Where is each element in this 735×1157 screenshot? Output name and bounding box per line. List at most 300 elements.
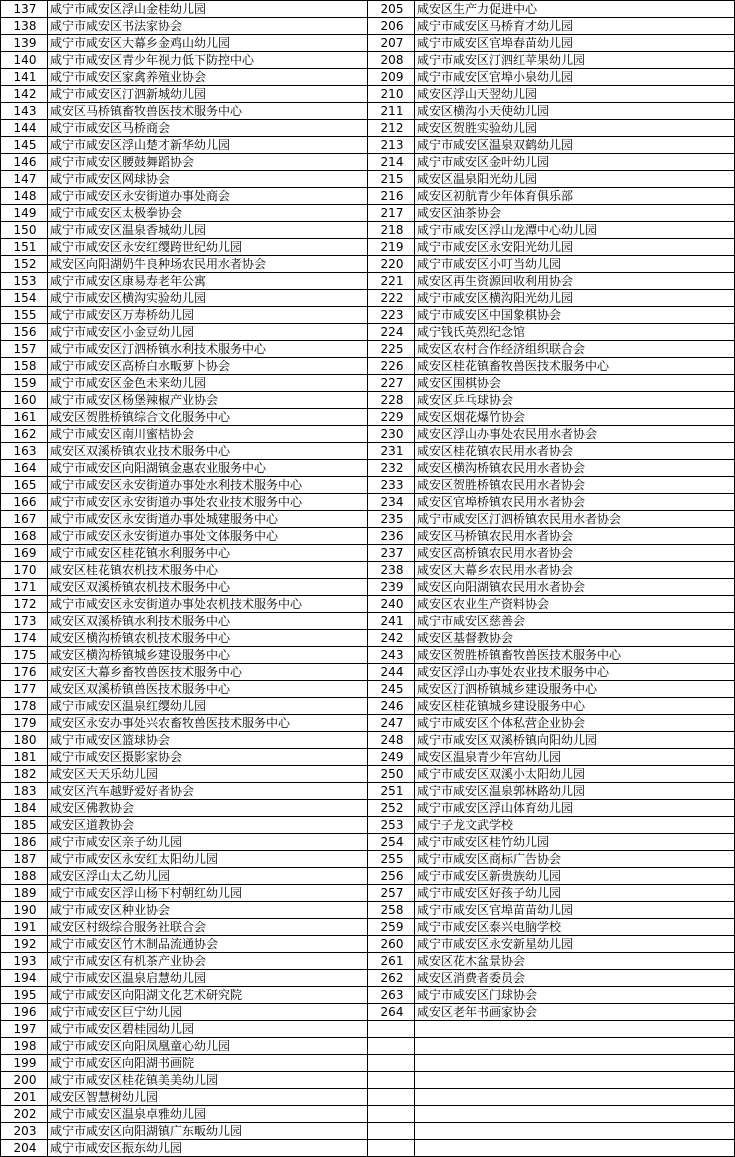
right-organization-name: 咸宁市咸安区桂竹幼儿园 xyxy=(415,834,735,851)
table-row xyxy=(1,817,735,834)
left-organization-name: 咸安区双溪桥镇农机技术服务中心 xyxy=(48,579,368,596)
table-row xyxy=(1,1021,735,1038)
right-organization-name: 咸宁市咸安区双溪小太阳幼儿园 xyxy=(415,766,735,783)
table-row xyxy=(1,953,735,970)
table-row xyxy=(1,596,735,613)
right-organization-name: 咸安区温泉青少年宫幼儿园 xyxy=(415,749,735,766)
right-organization-name: 咸宁市咸安区温泉郭林路幼儿园 xyxy=(415,783,735,800)
right-organization-name xyxy=(415,1021,735,1038)
table-row xyxy=(1,732,735,749)
left-organization-name: 咸宁市咸安区永安街道办事处水利技术服务中心 xyxy=(48,477,368,494)
left-organization-name: 咸宁市咸安区向阳湖书画院 xyxy=(48,1055,368,1072)
table-row xyxy=(1,1106,735,1123)
left-organization-name: 咸宁市咸安区小金豆幼儿园 xyxy=(48,324,368,341)
left-row-number: 141 xyxy=(1,69,48,86)
right-row-number: 212 xyxy=(368,120,415,137)
left-organization-name: 咸宁市咸安区家禽养殖业协会 xyxy=(48,69,368,86)
right-organization-name: 咸安区花木盆景协会 xyxy=(415,953,735,970)
right-row-number xyxy=(368,1089,415,1106)
right-organization-name: 咸宁市咸安区泰兴电脑学校 xyxy=(415,919,735,936)
left-organization-name: 咸宁市咸安区康易寿老年公寓 xyxy=(48,273,368,290)
table-row xyxy=(1,545,735,562)
right-row-number: 224 xyxy=(368,324,415,341)
table-row xyxy=(1,528,735,545)
right-row-number: 219 xyxy=(368,239,415,256)
left-organization-name: 咸安区双溪桥镇水利技术服务中心 xyxy=(48,613,368,630)
right-row-number: 235 xyxy=(368,511,415,528)
right-row-number xyxy=(368,1123,415,1140)
left-row-number: 169 xyxy=(1,545,48,562)
right-organization-name: 咸宁市咸安区好孩子幼儿园 xyxy=(415,885,735,902)
table-row xyxy=(1,103,735,120)
left-organization-name: 咸安区横沟桥镇城乡建设服务中心 xyxy=(48,647,368,664)
right-organization-name: 咸安区马桥镇农民用水者协会 xyxy=(415,528,735,545)
right-row-number: 220 xyxy=(368,256,415,273)
table-row xyxy=(1,647,735,664)
right-organization-name xyxy=(415,1123,735,1140)
right-organization-name: 咸宁市咸安区永安新星幼儿园 xyxy=(415,936,735,953)
right-row-number: 237 xyxy=(368,545,415,562)
right-organization-name: 咸安区贺胜实验幼儿园 xyxy=(415,120,735,137)
right-row-number: 241 xyxy=(368,613,415,630)
left-row-number: 143 xyxy=(1,103,48,120)
left-row-number: 153 xyxy=(1,273,48,290)
right-row-number: 258 xyxy=(368,902,415,919)
left-row-number: 190 xyxy=(1,902,48,919)
right-organization-name: 咸安区油茶协会 xyxy=(415,205,735,222)
left-row-number: 192 xyxy=(1,936,48,953)
right-organization-name: 咸安区浮山办事处农业技术服务中心 xyxy=(415,664,735,681)
right-row-number: 245 xyxy=(368,681,415,698)
table-row xyxy=(1,426,735,443)
right-row-number: 216 xyxy=(368,188,415,205)
left-organization-name: 咸宁市咸安区浮山金桂幼儿园 xyxy=(48,1,368,18)
left-organization-name: 咸宁市咸安区桂花镇美美幼儿园 xyxy=(48,1072,368,1089)
left-organization-name: 咸宁市咸安区桂花镇水利服务中心 xyxy=(48,545,368,562)
right-organization-name: 咸安区高桥镇农民用水者协会 xyxy=(415,545,735,562)
table-row xyxy=(1,579,735,596)
left-organization-name: 咸宁市咸安区南川蜜桔协会 xyxy=(48,426,368,443)
left-organization-name: 咸宁市咸安区太极拳协会 xyxy=(48,205,368,222)
right-organization-name: 咸安区浮山天翌幼儿园 xyxy=(415,86,735,103)
table-row xyxy=(1,120,735,137)
left-organization-name: 咸安区道教协会 xyxy=(48,817,368,834)
table-row xyxy=(1,987,735,1004)
right-row-number: 240 xyxy=(368,596,415,613)
left-row-number: 183 xyxy=(1,783,48,800)
right-row-number: 251 xyxy=(368,783,415,800)
right-row-number: 243 xyxy=(368,647,415,664)
table-row xyxy=(1,664,735,681)
left-row-number: 137 xyxy=(1,1,48,18)
left-organization-name: 咸宁市咸安区向阳湖镇金惠农业服务中心 xyxy=(48,460,368,477)
right-row-number: 205 xyxy=(368,1,415,18)
left-row-number: 151 xyxy=(1,239,48,256)
table-row xyxy=(1,562,735,579)
right-organization-name: 咸安区烟花爆竹协会 xyxy=(415,409,735,426)
table-row xyxy=(1,375,735,392)
left-organization-name: 咸宁市咸安区金色未来幼儿园 xyxy=(48,375,368,392)
left-organization-name: 咸宁市咸安区温泉卓雅幼儿园 xyxy=(48,1106,368,1123)
right-row-number: 263 xyxy=(368,987,415,1004)
left-row-number: 180 xyxy=(1,732,48,749)
left-organization-name: 咸宁市咸安区书法家协会 xyxy=(48,18,368,35)
left-row-number: 156 xyxy=(1,324,48,341)
left-row-number: 172 xyxy=(1,596,48,613)
left-organization-name: 咸宁市咸安区亲子幼儿园 xyxy=(48,834,368,851)
right-row-number: 236 xyxy=(368,528,415,545)
right-organization-name: 咸宁市咸安区个体私营企业协会 xyxy=(415,715,735,732)
table-row xyxy=(1,290,735,307)
left-row-number: 171 xyxy=(1,579,48,596)
table-row xyxy=(1,681,735,698)
left-row-number: 166 xyxy=(1,494,48,511)
right-organization-name: 咸宁市咸安区金叶幼儿园 xyxy=(415,154,735,171)
table-row xyxy=(1,1055,735,1072)
left-row-number: 175 xyxy=(1,647,48,664)
right-organization-name: 咸宁市咸安区官埠苗苗幼儿园 xyxy=(415,902,735,919)
table-row xyxy=(1,1038,735,1055)
table-row xyxy=(1,18,735,35)
left-row-number: 177 xyxy=(1,681,48,698)
right-organization-name: 咸安区贺胜桥镇农民用水者协会 xyxy=(415,477,735,494)
left-row-number: 204 xyxy=(1,1140,48,1157)
left-row-number: 140 xyxy=(1,52,48,69)
table-row xyxy=(1,69,735,86)
table-row xyxy=(1,885,735,902)
table-row xyxy=(1,341,735,358)
right-organization-name: 咸安区老年书画家协会 xyxy=(415,1004,735,1021)
left-row-number: 160 xyxy=(1,392,48,409)
left-row-number: 158 xyxy=(1,358,48,375)
right-organization-name: 咸宁市咸安区温泉双鹤幼儿园 xyxy=(415,137,735,154)
left-row-number: 193 xyxy=(1,953,48,970)
right-row-number: 254 xyxy=(368,834,415,851)
left-organization-name: 咸安区贺胜桥镇综合文化服务中心 xyxy=(48,409,368,426)
table-row xyxy=(1,154,735,171)
left-row-number: 184 xyxy=(1,800,48,817)
right-row-number: 264 xyxy=(368,1004,415,1021)
table-row xyxy=(1,239,735,256)
right-row-number xyxy=(368,1140,415,1157)
right-row-number: 253 xyxy=(368,817,415,834)
left-organization-name: 咸宁市咸安区浮山杨下村朝红幼儿园 xyxy=(48,885,368,902)
table-row xyxy=(1,919,735,936)
right-row-number: 207 xyxy=(368,35,415,52)
left-organization-name: 咸宁市咸安区向阳湖文化艺术研究院 xyxy=(48,987,368,1004)
right-organization-name: 咸宁市咸安区汀泗桥镇农民用水者协会 xyxy=(415,511,735,528)
right-row-number xyxy=(368,1021,415,1038)
right-organization-name xyxy=(415,1089,735,1106)
right-row-number xyxy=(368,1055,415,1072)
table-row xyxy=(1,1123,735,1140)
left-organization-name: 咸宁市咸安区永安街道办事处农业技术服务中心 xyxy=(48,494,368,511)
table-row xyxy=(1,511,735,528)
left-row-number: 173 xyxy=(1,613,48,630)
left-organization-name: 咸安区横沟桥镇农机技术服务中心 xyxy=(48,630,368,647)
right-organization-name: 咸安区桂花镇城乡建设服务中心 xyxy=(415,698,735,715)
left-organization-name: 咸安区佛教协会 xyxy=(48,800,368,817)
table-row xyxy=(1,171,735,188)
right-row-number: 232 xyxy=(368,460,415,477)
left-row-number: 148 xyxy=(1,188,48,205)
left-organization-name: 咸宁市咸安区青少年视力低下防控中心 xyxy=(48,52,368,69)
left-organization-name: 咸宁市咸安区浮山楚才新华幼儿园 xyxy=(48,137,368,154)
right-row-number: 217 xyxy=(368,205,415,222)
right-organization-name: 咸宁市咸安区浮山体育幼儿园 xyxy=(415,800,735,817)
right-row-number: 222 xyxy=(368,290,415,307)
right-organization-name xyxy=(415,1055,735,1072)
table-row xyxy=(1,868,735,885)
left-row-number: 164 xyxy=(1,460,48,477)
right-row-number: 206 xyxy=(368,18,415,35)
table-row xyxy=(1,749,735,766)
left-row-number: 187 xyxy=(1,851,48,868)
table-row xyxy=(1,256,735,273)
left-organization-name: 咸安区永安办事处兴农畜牧兽医技术服务中心 xyxy=(48,715,368,732)
left-organization-name: 咸安区天天乐幼儿园 xyxy=(48,766,368,783)
table-row xyxy=(1,1140,735,1157)
right-row-number xyxy=(368,1038,415,1055)
table-row xyxy=(1,936,735,953)
right-row-number: 231 xyxy=(368,443,415,460)
right-organization-name: 咸安区向阳湖镇农民用水者协会 xyxy=(415,579,735,596)
table-row xyxy=(1,324,735,341)
left-organization-name: 咸安区汽车越野爱好者协会 xyxy=(48,783,368,800)
right-row-number: 228 xyxy=(368,392,415,409)
table-row xyxy=(1,188,735,205)
table-row xyxy=(1,630,735,647)
left-row-number: 174 xyxy=(1,630,48,647)
left-row-number: 170 xyxy=(1,562,48,579)
left-row-number: 150 xyxy=(1,222,48,239)
table-row xyxy=(1,273,735,290)
right-organization-name xyxy=(415,1140,735,1157)
table-row xyxy=(1,477,735,494)
left-organization-name: 咸宁市咸安区向阳湖镇广东畈幼儿园 xyxy=(48,1123,368,1140)
left-row-number: 202 xyxy=(1,1106,48,1123)
table-row xyxy=(1,834,735,851)
table-row xyxy=(1,766,735,783)
right-organization-name: 咸安区基督教协会 xyxy=(415,630,735,647)
left-row-number: 185 xyxy=(1,817,48,834)
right-row-number xyxy=(368,1106,415,1123)
right-organization-name: 咸安区再生资源回收利用协会 xyxy=(415,273,735,290)
table-row xyxy=(1,613,735,630)
left-organization-name: 咸宁市咸安区篮球协会 xyxy=(48,732,368,749)
right-organization-name: 咸安区农业生产资料协会 xyxy=(415,596,735,613)
right-organization-name: 咸安区桂花镇畜牧兽医技术服务中心 xyxy=(415,358,735,375)
right-row-number: 262 xyxy=(368,970,415,987)
table-row xyxy=(1,409,735,426)
table-row xyxy=(1,902,735,919)
right-row-number: 214 xyxy=(368,154,415,171)
left-organization-name: 咸安区村级综合服务社联合会 xyxy=(48,919,368,936)
table-row xyxy=(1,1,735,18)
right-row-number: 226 xyxy=(368,358,415,375)
left-row-number: 159 xyxy=(1,375,48,392)
right-organization-name: 咸宁市咸安区商标广告协会 xyxy=(415,851,735,868)
right-row-number: 218 xyxy=(368,222,415,239)
left-organization-name: 咸宁市咸安区网球协会 xyxy=(48,171,368,188)
left-organization-name: 咸宁市咸安区温泉香城幼儿园 xyxy=(48,222,368,239)
left-row-number: 198 xyxy=(1,1038,48,1055)
right-organization-name: 咸宁市咸安区官埠春苗幼儿园 xyxy=(415,35,735,52)
left-organization-name: 咸宁市咸安区汀泗桥镇水利技术服务中心 xyxy=(48,341,368,358)
left-row-number: 200 xyxy=(1,1072,48,1089)
right-organization-name: 咸宁市咸安区慈善会 xyxy=(415,613,735,630)
right-row-number: 221 xyxy=(368,273,415,290)
right-organization-name: 咸安区贺胜桥镇畜牧兽医技术服务中心 xyxy=(415,647,735,664)
right-organization-name: 咸安区生产力促进中心 xyxy=(415,1,735,18)
left-row-number: 182 xyxy=(1,766,48,783)
left-row-number: 168 xyxy=(1,528,48,545)
table-row xyxy=(1,358,735,375)
right-row-number: 211 xyxy=(368,103,415,120)
table-row xyxy=(1,494,735,511)
right-organization-name: 咸安区乒乓球协会 xyxy=(415,392,735,409)
right-row-number: 249 xyxy=(368,749,415,766)
right-organization-name: 咸安区围棋协会 xyxy=(415,375,735,392)
left-row-number: 146 xyxy=(1,154,48,171)
left-organization-name: 咸宁市咸安区有机茶产业协会 xyxy=(48,953,368,970)
left-organization-name: 咸宁市咸安区永安红太阳幼儿园 xyxy=(48,851,368,868)
right-row-number: 223 xyxy=(368,307,415,324)
left-organization-name: 咸宁市咸安区碧桂园幼儿园 xyxy=(48,1021,368,1038)
left-organization-name: 咸宁市咸安区横沟实验幼儿园 xyxy=(48,290,368,307)
right-organization-name: 咸宁市咸安区新贵族幼儿园 xyxy=(415,868,735,885)
left-row-number: 181 xyxy=(1,749,48,766)
table-row xyxy=(1,52,735,69)
left-organization-name: 咸宁市咸安区永安街道办事处文体服务中心 xyxy=(48,528,368,545)
left-organization-name: 咸宁市咸安区向阳凤凰童心幼儿园 xyxy=(48,1038,368,1055)
left-organization-name: 咸安区大幕乡畜牧兽医技术服务中心 xyxy=(48,664,368,681)
table-row xyxy=(1,783,735,800)
left-organization-name: 咸宁市咸安区腰鼓舞蹈协会 xyxy=(48,154,368,171)
left-organization-name: 咸宁市咸安区马桥商会 xyxy=(48,120,368,137)
right-row-number: 227 xyxy=(368,375,415,392)
left-row-number: 154 xyxy=(1,290,48,307)
right-row-number: 261 xyxy=(368,953,415,970)
right-organization-name: 咸宁市咸安区门球协会 xyxy=(415,987,735,1004)
right-row-number xyxy=(368,1072,415,1089)
left-organization-name: 咸宁市咸安区汀泗新城幼儿园 xyxy=(48,86,368,103)
right-row-number: 233 xyxy=(368,477,415,494)
left-organization-name: 咸安区双溪桥镇农业技术服务中心 xyxy=(48,443,368,460)
left-row-number: 152 xyxy=(1,256,48,273)
right-row-number: 225 xyxy=(368,341,415,358)
left-organization-name: 咸宁市咸安区大幕乡金鸡山幼儿园 xyxy=(48,35,368,52)
right-organization-name: 咸宁市咸安区中国象棋协会 xyxy=(415,307,735,324)
right-organization-name: 咸宁市咸安区官埠小泉幼儿园 xyxy=(415,69,735,86)
left-row-number: 163 xyxy=(1,443,48,460)
table-row xyxy=(1,1072,735,1089)
right-organization-name: 咸安区消费者委员会 xyxy=(415,970,735,987)
left-organization-name: 咸安区双溪桥镇兽医技术服务中心 xyxy=(48,681,368,698)
left-row-number: 142 xyxy=(1,86,48,103)
right-organization-name: 咸安区温泉阳光幼儿园 xyxy=(415,171,735,188)
right-row-number: 257 xyxy=(368,885,415,902)
right-row-number: 250 xyxy=(368,766,415,783)
left-row-number: 201 xyxy=(1,1089,48,1106)
left-row-number: 176 xyxy=(1,664,48,681)
table-row xyxy=(1,1004,735,1021)
table-row xyxy=(1,222,735,239)
left-row-number: 194 xyxy=(1,970,48,987)
left-row-number: 195 xyxy=(1,987,48,1004)
right-organization-name: 咸宁市咸安区马桥育才幼儿园 xyxy=(415,18,735,35)
left-organization-name: 咸宁市咸安区振东幼儿园 xyxy=(48,1140,368,1157)
left-row-number: 145 xyxy=(1,137,48,154)
table-row xyxy=(1,205,735,222)
left-organization-name: 咸安区智慧树幼儿园 xyxy=(48,1089,368,1106)
left-organization-name: 咸安区向阳湖奶牛良种场农民用水者协会 xyxy=(48,256,368,273)
left-row-number: 147 xyxy=(1,171,48,188)
left-row-number: 203 xyxy=(1,1123,48,1140)
table-row xyxy=(1,392,735,409)
table-row xyxy=(1,715,735,732)
right-row-number: 259 xyxy=(368,919,415,936)
left-row-number: 179 xyxy=(1,715,48,732)
left-row-number: 191 xyxy=(1,919,48,936)
left-organization-name: 咸安区浮山太乙幼儿园 xyxy=(48,868,368,885)
right-organization-name: 咸安区初航青少年体育俱乐部 xyxy=(415,188,735,205)
table-row xyxy=(1,851,735,868)
right-organization-name xyxy=(415,1072,735,1089)
right-row-number: 248 xyxy=(368,732,415,749)
right-organization-name xyxy=(415,1106,735,1123)
left-organization-name: 咸宁市咸安区永安街道办事处商会 xyxy=(48,188,368,205)
right-row-number: 215 xyxy=(368,171,415,188)
left-row-number: 139 xyxy=(1,35,48,52)
right-organization-name: 咸宁子龙文武学校 xyxy=(415,817,735,834)
left-organization-name: 咸宁市咸安区摄影家协会 xyxy=(48,749,368,766)
right-row-number: 247 xyxy=(368,715,415,732)
left-organization-name: 咸宁市咸安区温泉启慧幼儿园 xyxy=(48,970,368,987)
right-organization-name: 咸安区汀泗桥镇城乡建设服务中心 xyxy=(415,681,735,698)
right-organization-name: 咸宁市咸安区双溪桥镇向阳幼儿园 xyxy=(415,732,735,749)
left-row-number: 186 xyxy=(1,834,48,851)
right-row-number: 209 xyxy=(368,69,415,86)
table-row xyxy=(1,970,735,987)
table-row xyxy=(1,86,735,103)
table-row xyxy=(1,800,735,817)
right-row-number: 244 xyxy=(368,664,415,681)
left-row-number: 199 xyxy=(1,1055,48,1072)
table-row xyxy=(1,35,735,52)
right-organization-name: 咸宁市咸安区汀泗红苹果幼儿园 xyxy=(415,52,735,69)
right-row-number: 210 xyxy=(368,86,415,103)
right-organization-name: 咸安区横沟小天使幼儿园 xyxy=(415,103,735,120)
right-row-number: 238 xyxy=(368,562,415,579)
table-row xyxy=(1,137,735,154)
right-row-number: 208 xyxy=(368,52,415,69)
left-row-number: 188 xyxy=(1,868,48,885)
right-organization-name: 咸宁市咸安区横沟阳光幼儿园 xyxy=(415,290,735,307)
right-row-number: 246 xyxy=(368,698,415,715)
left-organization-name: 咸安区马桥镇畜牧兽医技术服务中心 xyxy=(48,103,368,120)
left-organization-name: 咸宁市咸安区永安街道办事处城建服务中心 xyxy=(48,511,368,528)
right-row-number: 260 xyxy=(368,936,415,953)
left-row-number: 189 xyxy=(1,885,48,902)
table-row xyxy=(1,307,735,324)
right-row-number: 234 xyxy=(368,494,415,511)
right-row-number: 230 xyxy=(368,426,415,443)
right-row-number: 229 xyxy=(368,409,415,426)
right-organization-name: 咸安区农村合作经济组织联合会 xyxy=(415,341,735,358)
right-organization-name: 咸安区浮山办事处农民用水者协会 xyxy=(415,426,735,443)
left-organization-name: 咸宁市咸安区巨宁幼儿园 xyxy=(48,1004,368,1021)
